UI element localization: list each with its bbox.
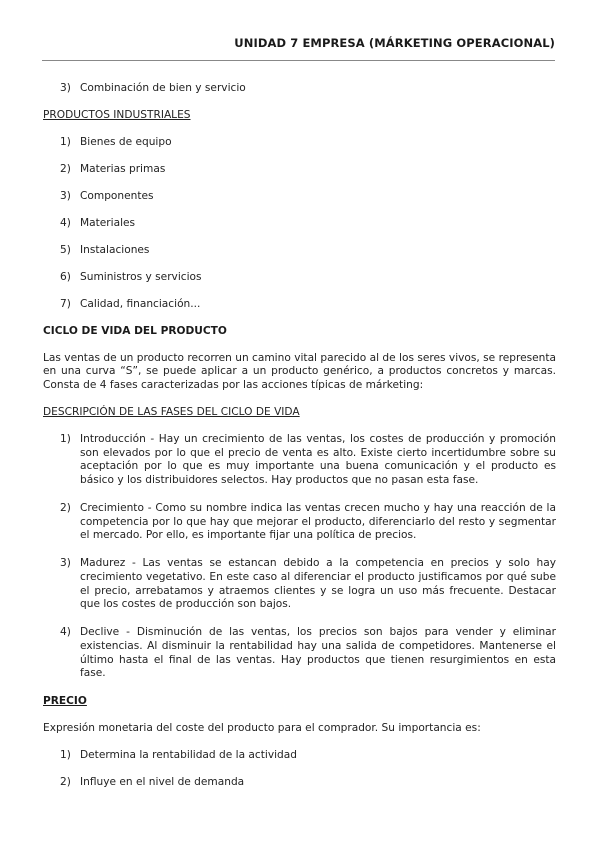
- list-item: [60, 776, 556, 790]
- list-item: [60, 82, 556, 96]
- list-item-number: 6): [60, 270, 71, 283]
- list-item-number: 3): [60, 557, 71, 570]
- list-item-text: Instalaciones: [80, 243, 150, 256]
- list-item: [60, 626, 556, 680]
- list-item-text: Componentes: [80, 189, 154, 202]
- list-item-number: 5): [60, 243, 71, 256]
- list-item-number: 1): [60, 135, 71, 148]
- list-item-text: Materiales: [80, 216, 136, 229]
- document-body: [43, 82, 556, 790]
- list-item: [60, 190, 556, 204]
- list-item-text: Determina la rentabilidad de la actividad: [80, 749, 297, 762]
- header-divider: [42, 60, 555, 61]
- list-item-number: 7): [60, 297, 71, 310]
- list-item-number: 2): [60, 776, 71, 789]
- list-item-text: Crecimiento - Como su nombre indica las ventas crecen mucho y hay una reacción de la competencia por lo que hay que mejorar el producto, diferenciarlo del resto y segmentar el mercado. Por ello, es importante fijar una política de precios.: [80, 501, 556, 542]
- list-item-text: Introducción - Hay un crecimiento de las ventas, los costes de producción y promoción son elevados por lo que el precio de venta es alto. Existe cierto incertidumbre sobre su aceptación por lo que es muy importante una buena comunicación y el producto es básico y los distribuidores selectos. Hay productos que no pasan esta fase.: [80, 433, 556, 486]
- list-item: [60, 136, 556, 150]
- list-item-number: 1): [60, 433, 71, 445]
- section-heading-ciclo-de-vida: CICLO DE VIDA DEL PRODUCTO: [43, 324, 227, 337]
- section-heading-precio: PRECIO: [43, 695, 87, 708]
- list-item-number: 3): [60, 189, 71, 202]
- list-item-text: Bienes de equipo: [80, 135, 172, 148]
- precio-intro-paragraph: Expresión monetaria del coste del producto para el comprador. Su importancia es:: [43, 722, 481, 735]
- list-item-text: Influye en el nivel de demanda: [80, 776, 245, 789]
- list-item-text: Madurez - Las ventas se estancan debido a la competencia en precios y solo hay crecimiento vegetativo. En este caso al diferenciar el producto justificamos por qué sube el precio, arrebatamos y atraemos clientes y se logra un uso más frecuente. Destacar que los costes de producción son bajos.: [80, 557, 556, 611]
- list-item: [60, 244, 556, 258]
- list-item: [60, 163, 556, 177]
- ciclo-intro-paragraph: Las ventas de un producto recorren un camino vital parecido al de los seres vivos, se representa en una curva “S”, se puede aplicar a un producto genérico, a productos concretos y marcas. Consta de 4 fases caracterizadas por las acciones típicas de márketing:: [43, 351, 556, 392]
- list-item: [60, 298, 556, 312]
- list-item-number: 1): [60, 749, 71, 762]
- page-header-title: UNIDAD 7 EMPRESA (MÁRKETING OPERACIONAL): [234, 36, 555, 50]
- list-item: [60, 557, 556, 611]
- list-item-number: 3): [60, 82, 71, 94]
- section-heading-productos-industriales: PRODUCTOS INDUSTRIALES: [43, 108, 191, 121]
- list-item-number: 2): [60, 501, 71, 514]
- list-item-text: Calidad, financiación...: [80, 297, 201, 310]
- list-item-number: 4): [60, 216, 71, 229]
- list-item: [60, 502, 556, 543]
- list-item-text: Materias primas: [80, 162, 166, 175]
- list-item-text: Suministros y servicios: [80, 270, 202, 283]
- list-item: [60, 271, 556, 285]
- list-item-text: Declive - Disminución de las ventas, los precios son bajos para vender y eliminar existencias. Al disminuir la rentabilidad hay una salida de competidores. Mantenerse el último hasta el final de las ventas. Hay productos que tienen resurgimientos en esta fase.: [80, 626, 556, 680]
- list-item: [60, 217, 556, 231]
- list-item: [60, 749, 556, 763]
- list-item: [60, 433, 556, 487]
- list-item-number: 4): [60, 626, 71, 639]
- list-item-number: 2): [60, 162, 71, 175]
- list-item-text: Combinación de bien y servicio: [80, 82, 246, 94]
- section-heading-fases: DESCRIPCIÓN DE LAS FASES DEL CICLO DE VIDA: [43, 406, 300, 419]
